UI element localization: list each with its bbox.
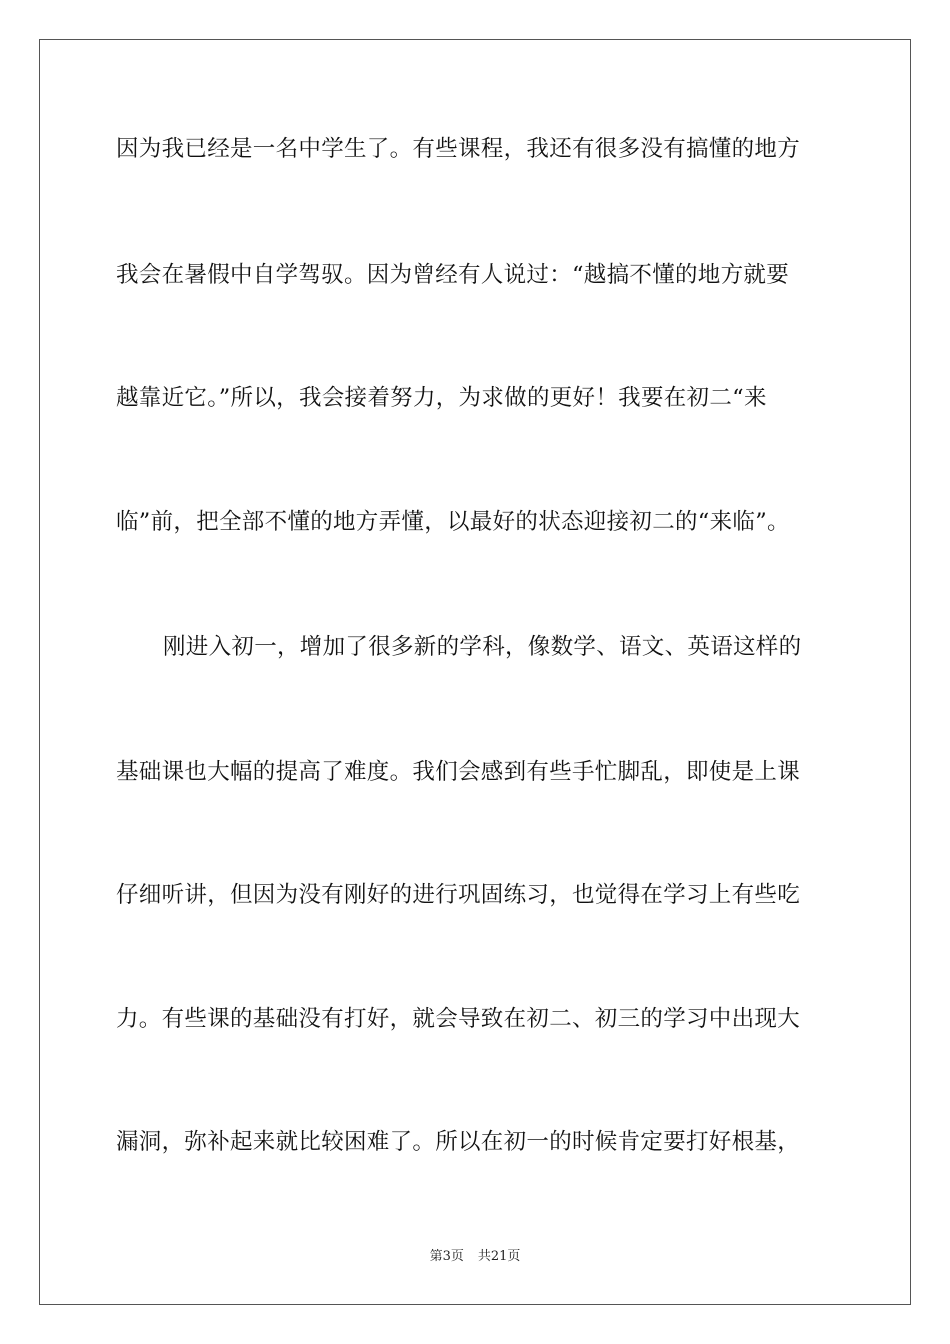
body-text-line-2: 我会在暑假中自学驾驭。因为曾经有人说过：“越搞不懂的地方就要: [116, 262, 790, 288]
page-border: [39, 39, 911, 1305]
page-total: 共21页: [477, 1249, 521, 1264]
body-text-line-4: 临”前，把全部不懂的地方弄懂，以最好的状态迎接初二的“来临”。: [116, 509, 790, 535]
body-text-line-9: 漏洞，弥补起来就比较困难了。所以在初一的时候肯定要打好根基，: [116, 1129, 801, 1155]
body-text-line-3: 越靠近它。”所以，我会接着努力，为求做的更好！我要在初二“来: [116, 385, 767, 411]
paragraph-start-line: 刚进入初一，增加了很多新的学科，像数学、语文、英语这样的: [163, 634, 802, 660]
page-footer: [0, 1248, 950, 1266]
page-number: 第3页: [429, 1249, 464, 1264]
body-text-line-8: 力。有些课的基础没有打好，就会导致在初二、初三的学习中出现大: [116, 1006, 801, 1032]
body-text-line-7: 仔细听讲，但因为没有刚好的进行巩固练习，也觉得在学习上有些吃: [116, 882, 801, 908]
body-text-line-1: 因为我已经是一名中学生了。有些课程，我还有很多没有搞懂的地方: [116, 136, 801, 162]
body-text-line-6: 基础课也大幅的提高了难度。我们会感到有些手忙脚乱，即使是上课: [116, 759, 801, 785]
